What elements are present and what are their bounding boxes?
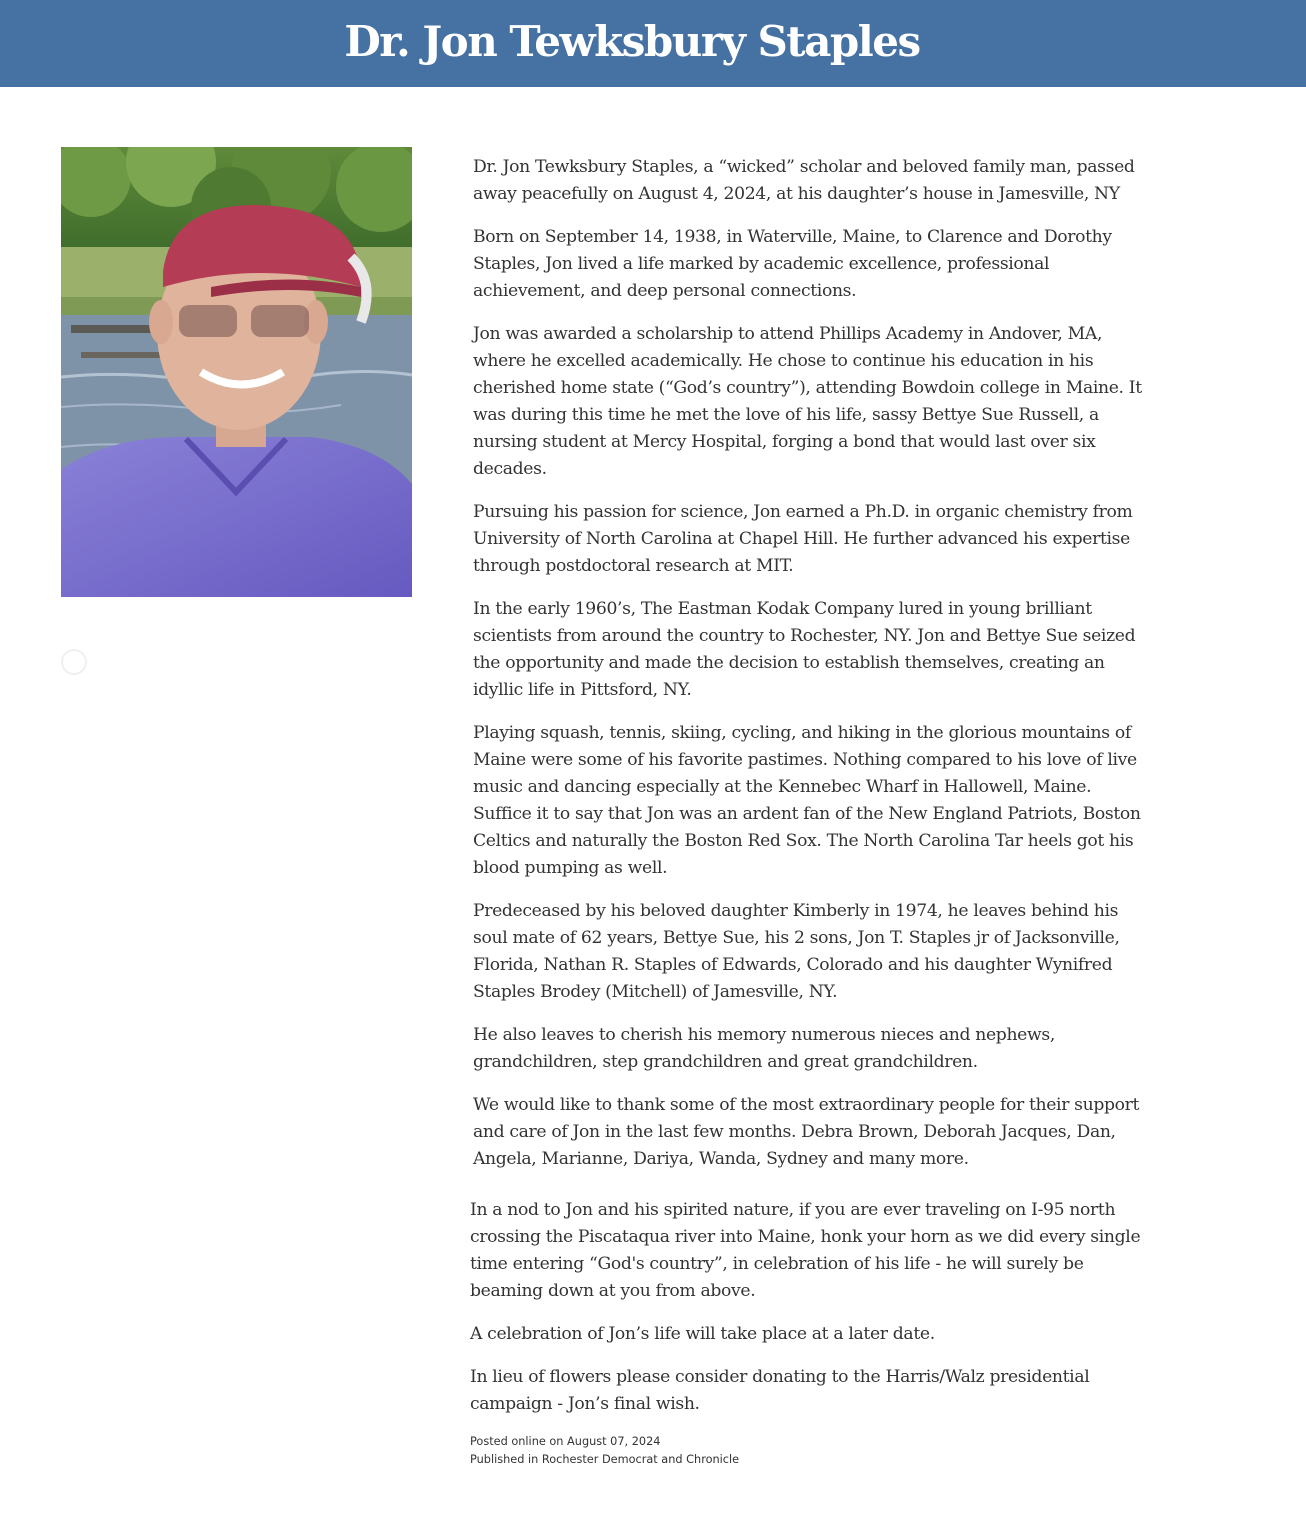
paragraph: Dr. Jon Tewksbury Staples, a “wicked” scholar and beloved family man, passed away peacefully on August 4, 2024, at his daughter’s house in Jamesville, NY bbox=[473, 157, 1135, 204]
memorial-candle-icon bbox=[60, 648, 88, 676]
posted-date: Posted online on August 07, 2024 bbox=[470, 1435, 661, 1448]
paragraph: A celebration of Jon’s life will take place at a later date. bbox=[470, 1324, 935, 1344]
page-header bbox=[0, 0, 1306, 87]
obituary-text bbox=[470, 154, 1143, 1434]
paragraph: Playing squash, tennis, skiing, cycling, and hiking in the glorious mountains of Maine were some of his favorite pastimes. Nothing compared to his love of live music and dancing especially at the Kennebec Wharf in Hallowell, Maine. Suffice it to say that Jon was an ardent fan of the New England Patriots, Boston Celtics and naturally the Boston Red Sox. The North Carolina Tar heels got his blood pumping as well. bbox=[473, 723, 1141, 878]
portrait-photo bbox=[61, 147, 412, 597]
paragraph: In the early 1960’s, The Eastman Kodak Company lured in young brilliant scientists from around the country to Rochester, NY. Jon and Bettye Sue seized the opportunity and made the decision to establish themselves, creating an idyllic life in Pittsford, NY. bbox=[473, 599, 1136, 700]
paragraph: Born on September 14, 1938, in Waterville, Maine, to Clarence and Dorothy Staples, Jon lived a life marked by academic excellence, professional achievement, and deep personal connections. bbox=[473, 227, 1112, 301]
paragraph: In a nod to Jon and his spirited nature, if you are ever traveling on I-95 north crossing the Piscataqua river into Maine, honk your horn as we did every single time entering “God's country”, in celebration of his life - he will surely be beaming down at you from above. bbox=[470, 1200, 1141, 1301]
paragraph: He also leaves to cherish his memory numerous nieces and nephews, grandchildren, step grandchildren and great grandchildren. bbox=[473, 1025, 1055, 1072]
publication-info bbox=[470, 1433, 739, 1469]
published-in: Published in Rochester Democrat and Chronicle bbox=[470, 1453, 740, 1466]
paragraph: We would like to thank some of the most extraordinary people for their support and care of Jon in the last few months. Debra Brown, Deborah Jacques, Dan, Angela, Marianne, Dariya, Wanda, Sydney and many more. bbox=[473, 1095, 1140, 1169]
page-title: Dr. Jon Tewksbury Staples bbox=[344, 17, 920, 66]
paragraph: Pursuing his passion for science, Jon earned a Ph.D. in organic chemistry from University of North Carolina at Chapel Hill. He further advanced his expertise through postdoctoral research at MIT. bbox=[473, 502, 1133, 576]
paragraph: Predeceased by his beloved daughter Kimberly in 1974, he leaves behind his soul mate of 62 years, Bettye Sue, his 2 sons, Jon T. Staples jr of Jacksonville, Florida, Nathan R. Staples of Edwards, Colorado and his daughter Wynifred Staples Brodey (Mitchell) of Jamesville, NY. bbox=[473, 901, 1120, 1002]
paragraph: In lieu of flowers please consider donating to the Harris/Walz presidential campaign - Jon’s final wish. bbox=[470, 1367, 1090, 1414]
paragraph: Jon was awarded a scholarship to attend Phillips Academy in Andover, MA, where he excelled academically. He chose to continue his education in his cherished home state (“God’s country”), attending Bowdoin college in Maine. It was during this time he met the love of his life, sassy Bettye Sue Russell, a nursing student at Mercy Hospital, forging a bond that would last over six decades. bbox=[473, 324, 1142, 479]
